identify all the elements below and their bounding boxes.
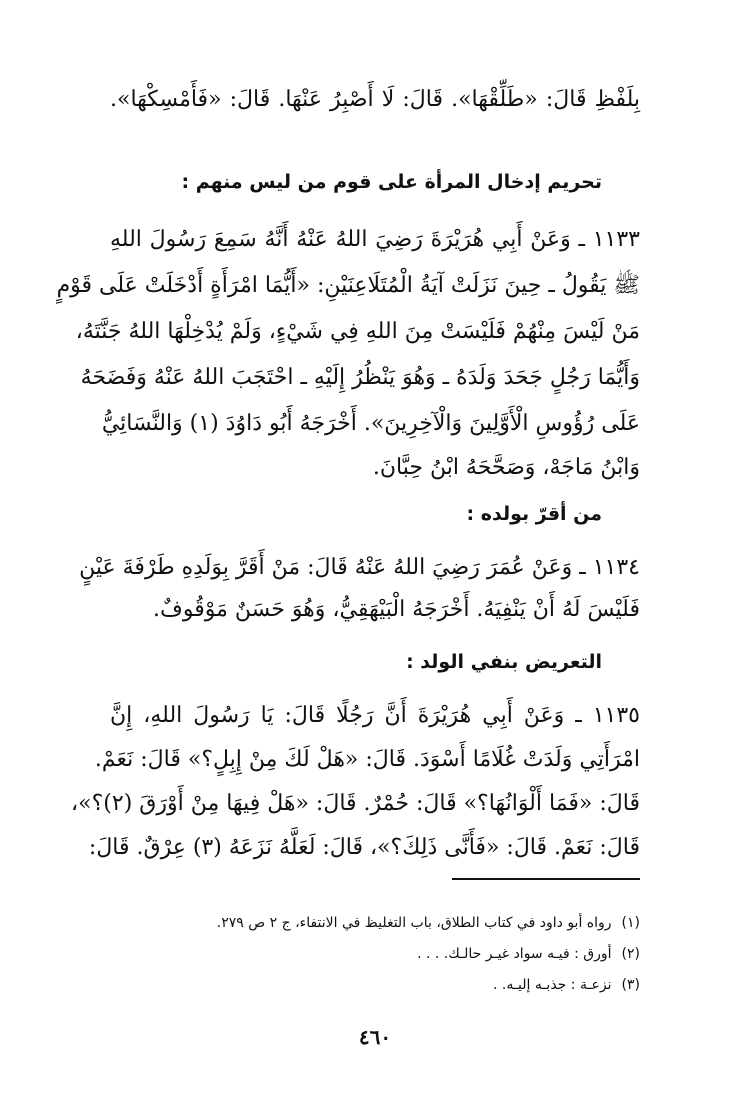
page-number: ٤٦٠ xyxy=(358,1025,392,1049)
footnote-number: (١) xyxy=(621,915,640,931)
text-line: وَأَيُّمَا رَجُلٍ جَحَدَ وَلَدَهُ ـ وَهُوَ يَنْظُرُ إِلَيْهِ ـ احْتَجَبَ اللهُ عَنْهُ وَفَضَحَهُ xyxy=(80,365,640,390)
text-line: ١١٣٤ ـ وَعَنْ عُمَرَ رَضِيَ اللهُ عَنْهُ قَالَ: مَنْ أَقَرَّ بِوَلَدِهِ طَرْفَةَ عَيْنٍ xyxy=(79,555,640,580)
text-line: امْرَأَتِي وَلَدَتْ غُلَامًا أَسْوَدَ. قَالَ: «هَلْ لَكَ مِنْ إِبِلٍ؟» قَالَ: نَعَمْ. xyxy=(94,747,640,772)
footnote-text: رواه أبو داود في كتاب الطلاق، باب التغليظ في الانتفاء، ج ٢ ص ٢٧٩. xyxy=(216,915,612,931)
text-line: قَالَ: «فَمَا أَلْوَانُهَا؟» قَالَ: حُمْرٌ. قَالَ: «هَلْ فِيهَا مِنْ أَوْرَقَ (٢)؟»، xyxy=(71,791,640,816)
footnote xyxy=(110,910,640,936)
text-line: فَلَيْسَ لَهُ أَنْ يَنْفِيَهُ. أَخْرَجَهُ الْبَيْهَقِيُّ، وَهُوَ حَسَنٌ مَوْقُوفٌ. xyxy=(153,597,640,622)
section-heading: التعريض بنفي الولد : xyxy=(406,651,602,673)
footnote-separator xyxy=(452,878,640,880)
text-line: عَلَى رُؤُوسِ الْأَوَّلِينَ وَالْآخِرِينَ». أَخْرَجَهُ أَبُو دَاوُدَ (١) وَالنَّسَائِيُّ xyxy=(101,411,640,436)
section-heading: من أقرّ بولده : xyxy=(466,503,602,525)
footnote xyxy=(110,972,640,998)
text-line: ١١٣٥ ـ وَعَنْ أَبِي هُرَيْرَةَ أَنَّ رَجُلًا قَالَ: يَا رَسُولَ اللهِ، إِنَّ xyxy=(110,703,640,728)
footnote-text: نزعـة : جذبـه إليـه. . xyxy=(493,977,612,993)
text-line: مَنْ لَيْسَ مِنْهُمْ فَلَيْسَتْ مِنَ اللهِ فِي شَيْءٍ، وَلَمْ يُدْخِلْهَا اللهُ جَنَّتَهُ، xyxy=(75,319,640,344)
footnote-text: أورق : فيـه سواد غيـر حالـك. . . . xyxy=(417,946,612,962)
text-line: ١١٣٣ ـ وَعَنْ أَبِي هُرَيْرَةَ رَضِيَ اللهُ عَنْهُ أَنَّهُ سَمِعَ رَسُولَ اللهِ xyxy=(110,227,640,252)
text-line: قَالَ: نَعَمْ. قَالَ: «فَأَنَّى ذَلِكَ؟»، قَالَ: لَعَلَّهُ نَزَعَهُ (٣) عِرْقٌ. قَالَ: xyxy=(88,835,640,860)
section-heading: تحريم إدخال المرأة على قوم من ليس منهم : xyxy=(181,171,602,193)
footnote-number: (٢) xyxy=(621,946,640,962)
footnote xyxy=(110,941,640,967)
text-line: وَابْنُ مَاجَهْ، وَصَحَّحَهُ ابْنُ حِبَّانَ. xyxy=(372,455,640,480)
text-line: بِلَفْظِ قَالَ: «طَلِّقْهَا». قَالَ: لَا أَصْبِرُ عَنْهَا. قَالَ: «فَأَمْسِكْهَا». xyxy=(110,87,640,112)
text-line: ﷺ يَقُولُ ـ حِينَ نَزَلَتْ آيَةُ الْمُتَلَاعِنَيْنِ: «أَيُّمَا امْرَأَةٍ أَدْخَلَتْ عَلَى قَوْمٍ xyxy=(56,273,640,298)
footnote-number: (٣) xyxy=(621,977,640,993)
